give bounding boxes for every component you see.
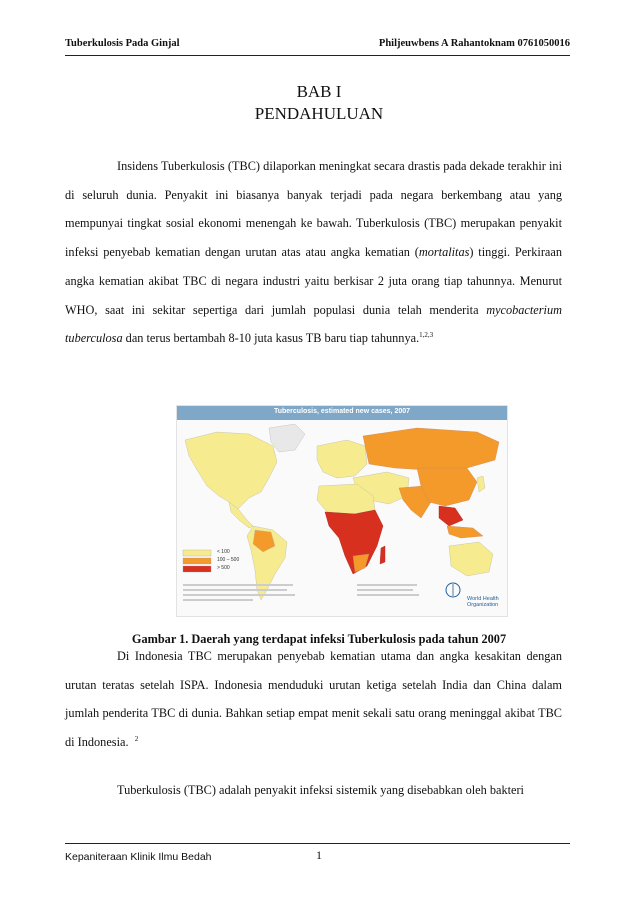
header-left: Tuberkulosis Pada Ginjal xyxy=(65,38,180,49)
p3-text: Tuberkulosis (TBC) adalah penyakit infeksi sistemik yang disebabkan oleh bakteri xyxy=(117,783,524,797)
p1-italic-mortalitas: mortalitas xyxy=(418,245,470,260)
legend-swatch-high xyxy=(183,566,211,572)
p1-italic-organism: mycobacterium tuberculosa xyxy=(65,302,562,346)
header-rule xyxy=(65,55,570,56)
p1-text-c: dan terus bertambah 8-10 juta kasus TB baru tiap tahunnya. xyxy=(122,331,420,346)
figure-caption: Gambar 1. Daerah yang terdapat infeksi Tuberkulosis pada tahun 2007 xyxy=(131,632,507,646)
paragraph-definition xyxy=(65,776,562,805)
page-number: 1 xyxy=(316,848,322,862)
p1-text-b: ) tinggi. Perkiraan angka kematian akibat TBC di negara industri yaitu berkisar 2 juta orang tiap tahunnya. Menurut WHO, saat ini sekitar sepertiga dari jumlah populasi dunia telah menderita xyxy=(65,245,562,317)
paragraph-indonesia xyxy=(65,642,562,757)
who-logo-text: World Health Organization xyxy=(467,596,499,608)
p2-text: Di Indonesia TBC merupakan penyebab kematian utama dan angka kesakitan dengan urutan teratas setelah ISPA. Indonesia menduduki urutan ketiga setelah India dan China dalam jumlah penderita TBC di dunia. Bahkan setiap empat menit sekali satu orang meninggal akibat TBC di Indonesia. xyxy=(65,649,562,750)
map-title: Tuberculosis, estimated new cases, 2007 xyxy=(273,408,411,415)
map-legend xyxy=(217,548,239,572)
footer-left: Kepaniteraan Klinik Ilmu Bedah xyxy=(65,851,212,863)
chapter-number: BAB I xyxy=(296,82,342,101)
p1-citation: 1,2,3 xyxy=(419,331,434,340)
paragraph-intro xyxy=(65,152,562,353)
legend-swatch-low xyxy=(183,550,211,556)
map-svg xyxy=(177,406,507,616)
legend-high: > 500 xyxy=(217,565,230,571)
legend-mid: 100 – 500 xyxy=(217,557,240,563)
header-right: Philjeuwbens A Rahantoknam 0761050016 xyxy=(378,38,570,49)
p1-text-a: Insidens Tuberkulosis (TBC) dilaporkan meningkat secara drastis pada dekade terakhir ini di seluruh dunia. Penyakit ini biasanya banyak terjadi pada negara berkembang atau yang mempunyai tingkat sosial ekonomi menengah ke bawah. Tuberkulosis (TBC) merupakan penyakit infeksi penyebab kematian dengan urutan atas atau angka kematian ( xyxy=(65,159,562,260)
tb-world-map xyxy=(176,405,508,617)
legend-low: < 100 xyxy=(217,549,230,555)
p2-citation: 2 xyxy=(134,735,139,744)
page-header xyxy=(65,38,570,54)
chapter-title: PENDAHULUAN xyxy=(254,104,384,123)
legend-swatch-mid xyxy=(183,558,211,564)
footer-rule xyxy=(65,843,570,844)
